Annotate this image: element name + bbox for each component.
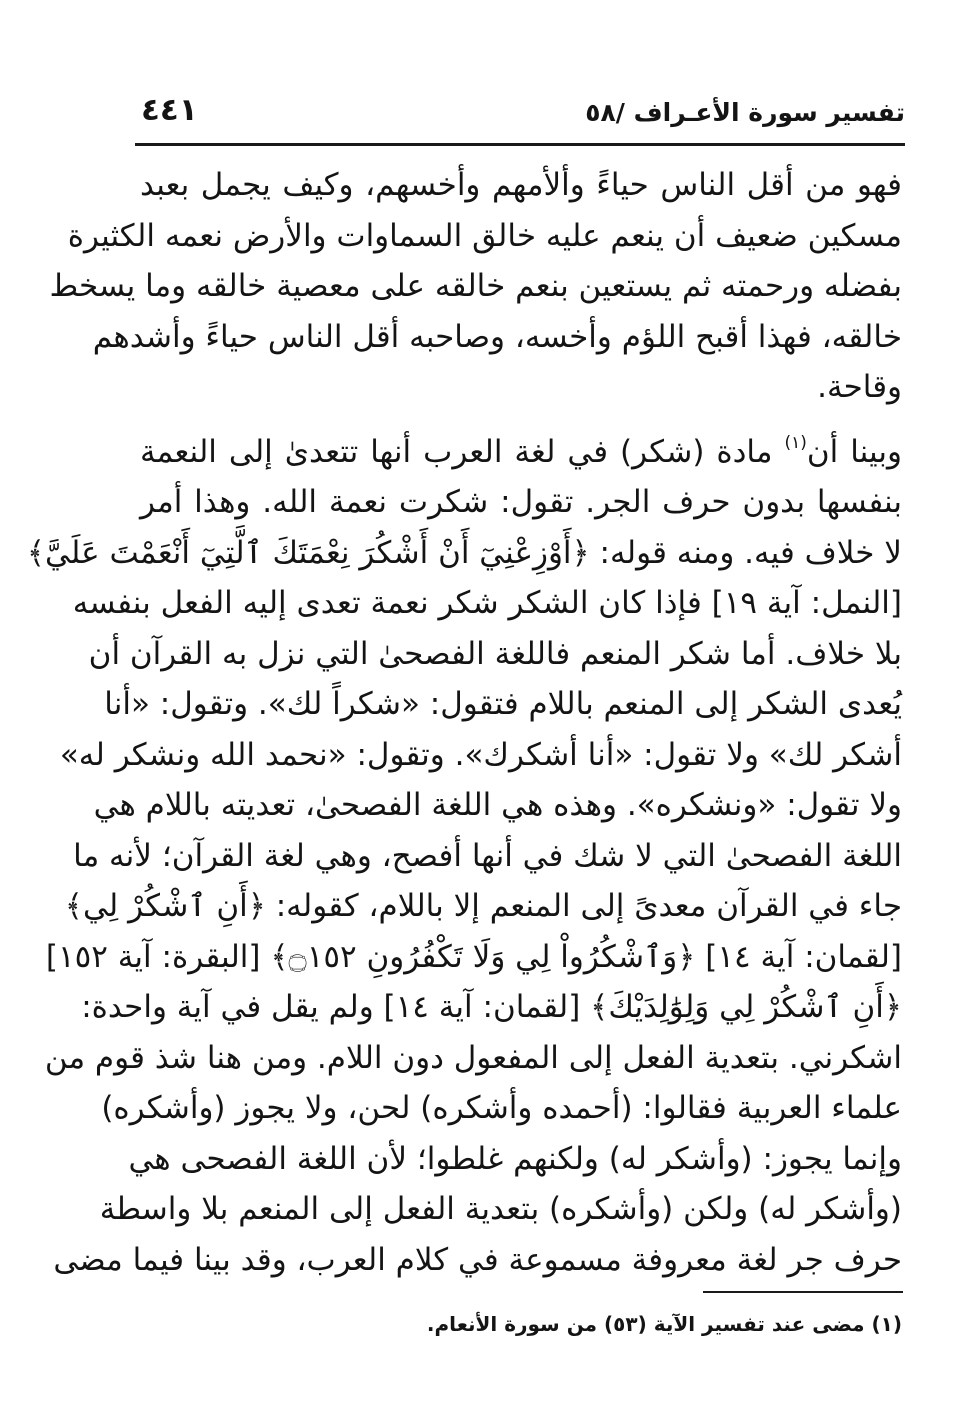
text-line: علماء العربية فقالوا: (أحمده وأشكره) لحن، ولا يجوز (وأشكره) xyxy=(101,1090,902,1126)
page-number: ٤٤١ xyxy=(141,92,198,128)
text-line-with-footnote-ref xyxy=(140,427,902,478)
text-line: أشكر لك» ولا تقول: «أنا أشكرك». وتقول: «نحمد الله ونشكر له» xyxy=(59,736,902,773)
footnote-reference: (١) xyxy=(784,432,807,453)
running-title: تفسير سورة الأعـراف /٥٨ xyxy=(585,98,905,127)
text-line: جاء في القرآن معدىً إلى المنعم إلا باللام، كقوله: ﴿أَنِ ٱشْكُرْ لِي﴾ xyxy=(64,888,902,924)
text-line: خالقه، فهذا أقبح اللؤم وأخسه، وصاحبه أقل الناس حياءً وأشدهم xyxy=(92,318,902,355)
text-line: اللغة الفصحىٰ التي لا شك في أنها أفصح، وهي لغة القرآن؛ لأنه ما xyxy=(73,837,902,874)
text-line: (وأشكر له) ولكن (وأشكره) بتعدية الفعل إلى المنعم بلا واسطة xyxy=(99,1191,902,1227)
text-line: لا خلاف فيه. ومنه قوله: ﴿أَوْزِعْنِيٓ أَنْ أَشْكُرَ نِعْمَتَكَ ٱلَّتِيٓ أَنْعَمْتَ عَلَيَّ﴾ xyxy=(26,534,902,571)
text-line: حرف جر لغة معروفة مسموعة في كلام العرب، وقد بينا فيما مضى xyxy=(53,1241,902,1278)
text-line: اشكرني. بتعدية الفعل إلى المفعول دون اللام. ومن هنا شذ قوم من xyxy=(44,1039,902,1076)
text-line: [النمل: آية ١٩] فإذا كان الشكر شكر نعمة تعدى إليه الفعل بنفسه xyxy=(72,585,902,621)
text-line: بفضله ورحمته ثم يستعين بنعم خالقه على معصية خالقه وما يسخط xyxy=(49,268,902,304)
text-line: بنفسها بدون حرف الجر. تقول: شكرت نعمة الله. وهذا أمر xyxy=(140,484,902,520)
footnote-rule xyxy=(703,1291,903,1293)
text-line: بلا خلاف. أما شكر المنعم فاللغة الفصحىٰ التي نزل به القرآن أن xyxy=(88,635,902,672)
text-line: وقاحة. xyxy=(817,369,902,405)
paragraph-gap xyxy=(140,413,902,427)
page-header xyxy=(135,92,905,136)
text-fragment: مادة (شكر) في لغة العرب أنها تتعدىٰ إلى النعمة xyxy=(140,433,785,470)
text-fragment: وبينا أن xyxy=(806,433,902,470)
paragraph-2 xyxy=(26,427,902,1286)
footnote: (١) مضى عند تفسير الآية (٥٣) من سورة الأنعام. xyxy=(426,1312,902,1336)
text-line: مسكين ضعيف أن ينعم عليه خالق السماوات والأرض نعمه الكثيرة xyxy=(67,217,902,254)
text-line: وإنما يجوز: (وأشكر له) ولكنهم غلطوا؛ لأن اللغة الفصحى هي xyxy=(128,1140,902,1177)
text-line: ولا تقول: «ونشكره». وهذه هي اللغة الفصحىٰ، تعديته باللام هي xyxy=(93,787,902,823)
text-line: [لقمان: آية ١٤] ﴿وَٱشْكُرُواْ لِي وَلَا تَكْفُرُونِ ۝١٥٢﴾ [البقرة: آية ١٥٢] xyxy=(45,938,902,975)
text-line: فهو من أقل الناس حياءً وألأمهم وأخسهم، وكيف يجمل بعبد xyxy=(140,167,902,203)
header-rule xyxy=(135,143,905,146)
text-line: يُعدى الشكر إلى المنعم باللام فتقول: «شكراً لك». وتقول: «أنا xyxy=(104,686,902,722)
body-text xyxy=(26,160,902,1285)
paragraph-1 xyxy=(49,160,902,413)
text-line: ﴿أَنِ ٱشْكُرْ لِي وَلِوَٰلِدَيْكَ﴾ [لقمان: آية ١٤] ولم يقل في آية واحدة: xyxy=(81,989,902,1025)
